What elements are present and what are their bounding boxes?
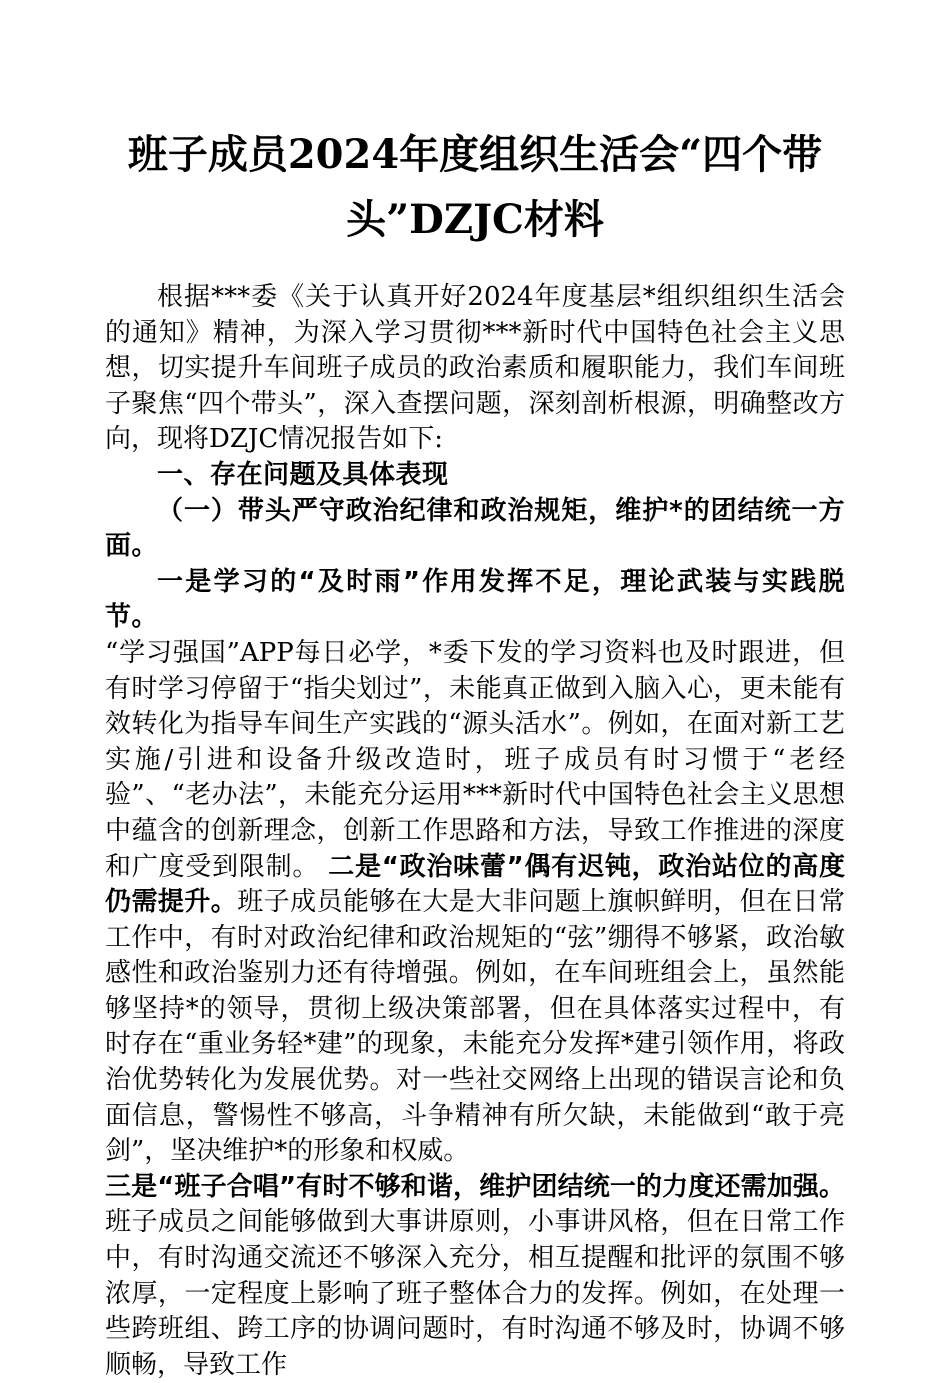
point-1-body: “学习强国”APP每日必学，*委下发的学习资料也及时跟进，但有时学习停留于“指尖划过”，未能真正做到入脑入心，更未能有效转化为指导车间生产实践的“源头活水”。例如，在面对新工艺实施/引进和设备升级改造时，班子成员有时习惯于“老经验”、“老办法”，未能充分运用***新时代中国特色社会主义思想中蕴含的创新理念，创新工作思路和方法，导致工作推进的深度和广度受到限制。 xyxy=(105,637,845,882)
point-3-paragraph xyxy=(105,1170,845,1383)
point-paragraph xyxy=(105,636,845,1170)
point-3-heading: 三是“班子合唱”有时不够和谐，维护团结统一的力度还需加强。 xyxy=(105,1171,845,1202)
section-heading: 一、存在问题及具体表现 xyxy=(157,459,449,490)
intro-paragraph: 根据***委《关于认真开好2024年度基层*组织组织生活会的通知》精神，为深入学习贯彻***新时代中国特色社会主义思想，切实提升车间班子成员的政治素质和履职能力，我们车间班子聚焦“四个带头”，深入查摆问题，深刻剖析根源，明确整改方向，现将DZJC情况报告如下: xyxy=(105,282,845,455)
point-1-heading: 一是学习的“及时雨”作用发挥不足，理论武装与实践脱节。 xyxy=(105,566,845,633)
document-title-line-2: 头”DZJC材料 xyxy=(346,196,604,243)
point-2-heading: 二是“政治味蕾”偶有迟钝，政治站位的高度仍需提升。 xyxy=(105,851,845,918)
document-body xyxy=(105,280,845,1383)
point-2-body: 班子成员能够在大是大非问题上旗帜鲜明，但在日常工作中，有时对政治纪律和政治规矩的“弦”绷得不够紧，政治敏感性和政治鉴别力还有待增强。例如，在车间班组会上，虽然能够坚持*的领导，贯彻上级决策部署，但在具体落实过程中，有时存在“重业务轻*建”的现象，未能充分发挥*建引领作用，将政治优势转化为发展优势。对一些社交网络上出现的错误言论和负面信息，警惕性不够高，斗争精神有所欠缺，未能做到“敢于亮剑”，坚决维护*的形象和权威。 xyxy=(105,887,845,1167)
document-title-line-1: 班子成员2024年度组织生活会“四个带 xyxy=(127,131,823,178)
point-3-body: 班子成员之间能够做到大事讲原则，小事讲风格，但在日常工作中，有时沟通交流还不够深入充分，相互提醒和批评的氛围不够浓厚，一定程度上影响了班子整体合力的发挥。例如，在处理一些跨班组、跨工序的协调问题时，有时沟通不够及时，协调不够顺畅，导致工作 xyxy=(105,1207,845,1380)
subsection-heading: （一）带头严守政治纪律和政治规矩，维护*的团结统一方面。 xyxy=(105,495,845,562)
